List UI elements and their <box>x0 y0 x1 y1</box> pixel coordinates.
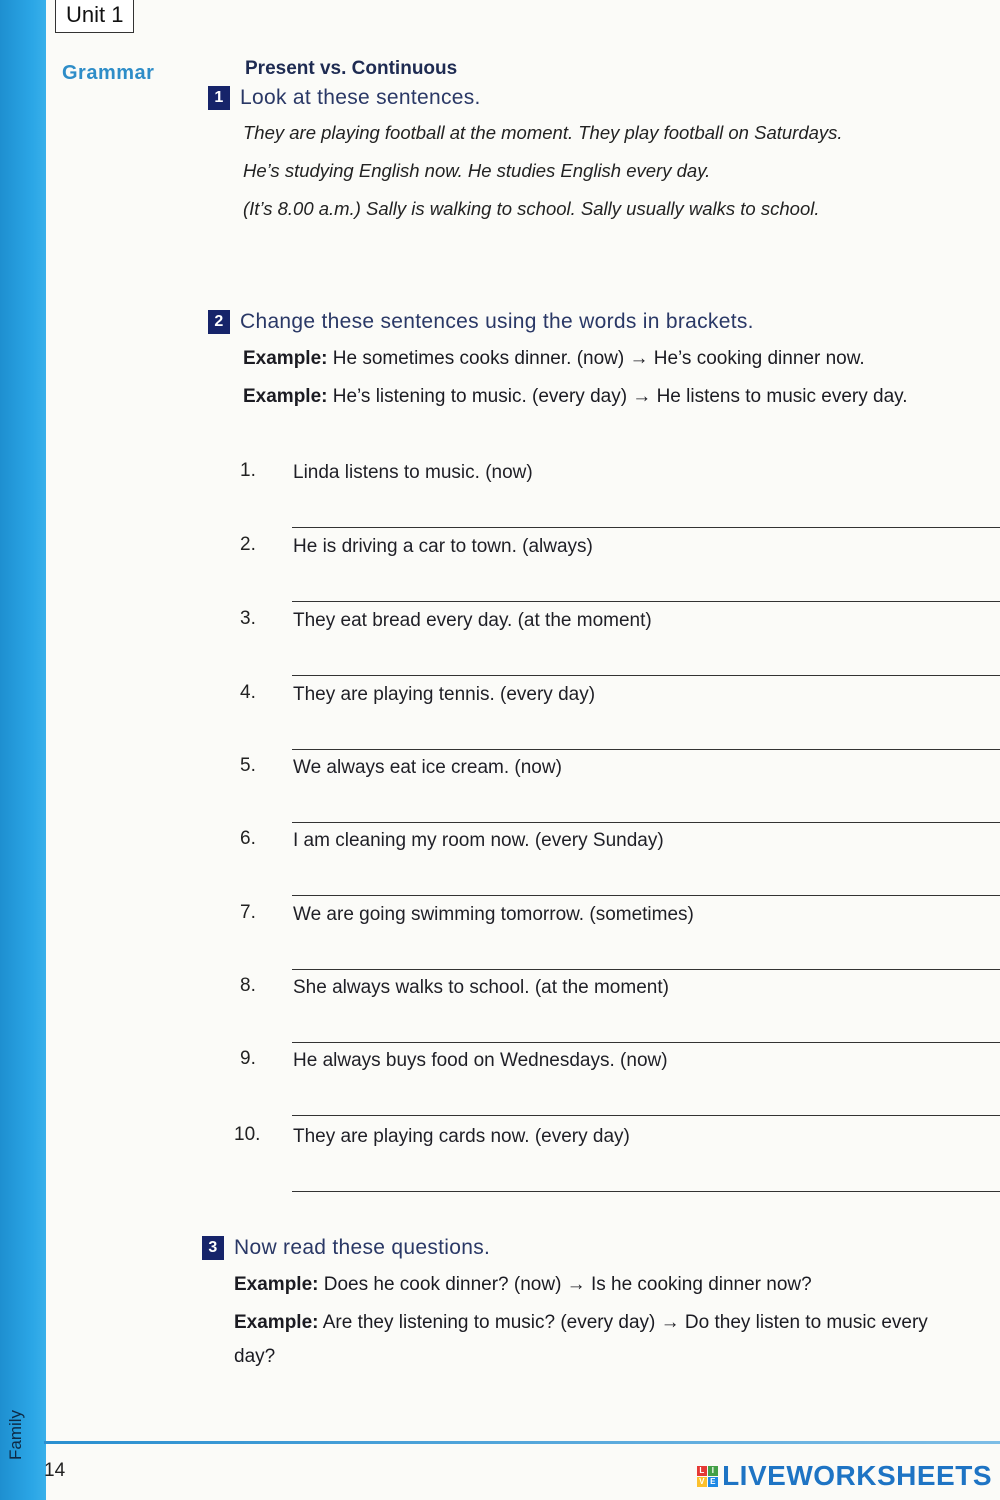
worked-example <box>234 1274 812 1296</box>
example-text: He sometimes cooks dinner. (now) → He’s cooking dinner now. <box>332 348 865 369</box>
question-item <box>240 902 1000 972</box>
question-text: They are playing cards now. (every day) <box>293 1126 630 1147</box>
question-item <box>240 755 1000 825</box>
question-text: We are going swimming tomorrow. (sometimes) <box>293 904 694 925</box>
question-number: 2. <box>240 534 256 555</box>
question-item <box>240 534 1000 604</box>
answer-input[interactable] <box>292 872 1000 896</box>
liveworksheets-watermark <box>697 1460 992 1492</box>
example-sentence: (It’s 8.00 a.m.) Sally is walking to school. Sally usually walks to school. <box>243 198 820 219</box>
answer-input[interactable] <box>292 1168 1000 1192</box>
question-text: I am cleaning my room now. (every Sunday) <box>293 830 664 851</box>
exercise-number-badge: 3 <box>202 1236 224 1260</box>
example-sentence: They are playing football at the moment. They play football on Saturdays. <box>243 122 843 143</box>
logo-letter: V <box>697 1477 707 1487</box>
question-item <box>240 975 1000 1045</box>
exercise-number-badge: 1 <box>208 86 230 110</box>
example-label: Example: <box>234 1274 319 1295</box>
question-text: We always eat ice cream. (now) <box>293 757 562 778</box>
question-number: 3. <box>240 608 256 629</box>
liveworksheets-logo-icon <box>697 1466 718 1487</box>
sidebar-label: Family <box>6 1409 25 1460</box>
answer-input[interactable] <box>292 652 1000 676</box>
exercise-instruction: Now read these questions. <box>234 1236 491 1259</box>
worked-example <box>234 1312 928 1334</box>
answer-input[interactable] <box>292 799 1000 823</box>
question-number: 7. <box>240 902 256 923</box>
answer-input[interactable] <box>292 578 1000 602</box>
answer-input[interactable] <box>292 504 1000 528</box>
question-item <box>240 1048 1000 1118</box>
question-number: 10. <box>234 1124 261 1145</box>
page-number: 14 <box>44 1460 66 1481</box>
exercise-3-heading <box>202 1236 490 1260</box>
question-item <box>240 608 1000 678</box>
question-item <box>240 460 1000 530</box>
question-number: 4. <box>240 682 256 703</box>
example-label: Example: <box>234 1312 319 1333</box>
question-text: They eat bread every day. (at the moment) <box>293 610 652 631</box>
logo-letter: I <box>708 1466 718 1476</box>
example-label: Example: <box>243 386 328 407</box>
example-text: Are they listening to music? (every day) → Do they listen to music every <box>322 1312 928 1333</box>
unit-tab: Unit 1 <box>55 0 134 33</box>
page-title: Present vs. Continuous <box>245 58 458 79</box>
exercise-instruction: Change these sentences using the words in brackets. <box>240 310 754 333</box>
bottom-rule <box>44 1441 1000 1444</box>
example-text: Does he cook dinner? (now) → Is he cooking dinner now? <box>323 1274 812 1295</box>
exercise-1-heading <box>208 86 481 110</box>
question-number: 8. <box>240 975 256 996</box>
watermark-text: LIVEWORKSHEETS <box>722 1460 992 1491</box>
question-item <box>240 828 1000 898</box>
section-label: Grammar <box>62 62 155 84</box>
exercise-number-badge: 2 <box>208 310 230 334</box>
answer-input[interactable] <box>292 946 1000 970</box>
logo-letter: L <box>697 1466 707 1476</box>
sidebar-color-band <box>0 0 46 1500</box>
logo-letter: E <box>708 1477 718 1487</box>
question-text: They are playing tennis. (every day) <box>293 684 596 705</box>
question-item <box>240 682 1000 752</box>
question-text: Linda listens to music. (now) <box>293 462 533 483</box>
question-number: 9. <box>240 1048 256 1069</box>
worked-example <box>243 348 865 370</box>
example-label: Example: <box>243 348 328 369</box>
worked-example-continuation: day? <box>234 1346 276 1367</box>
question-text: He is driving a car to town. (always) <box>293 536 593 557</box>
answer-input[interactable] <box>292 726 1000 750</box>
example-sentence: He’s studying English now. He studies English every day. <box>243 160 711 181</box>
question-text: She always walks to school. (at the moment) <box>293 977 669 998</box>
example-text: He’s listening to music. (every day) → He listens to music every day. <box>332 386 908 407</box>
question-text: He always buys food on Wednesdays. (now) <box>293 1050 668 1071</box>
question-number: 1. <box>240 460 256 481</box>
question-item <box>234 1124 1000 1194</box>
question-number: 5. <box>240 755 256 776</box>
answer-input[interactable] <box>292 1019 1000 1043</box>
exercise-instruction: Look at these sentences. <box>240 86 481 109</box>
question-number: 6. <box>240 828 256 849</box>
answer-input[interactable] <box>292 1092 1000 1116</box>
exercise-2-heading <box>208 310 754 334</box>
worked-example <box>243 386 908 408</box>
